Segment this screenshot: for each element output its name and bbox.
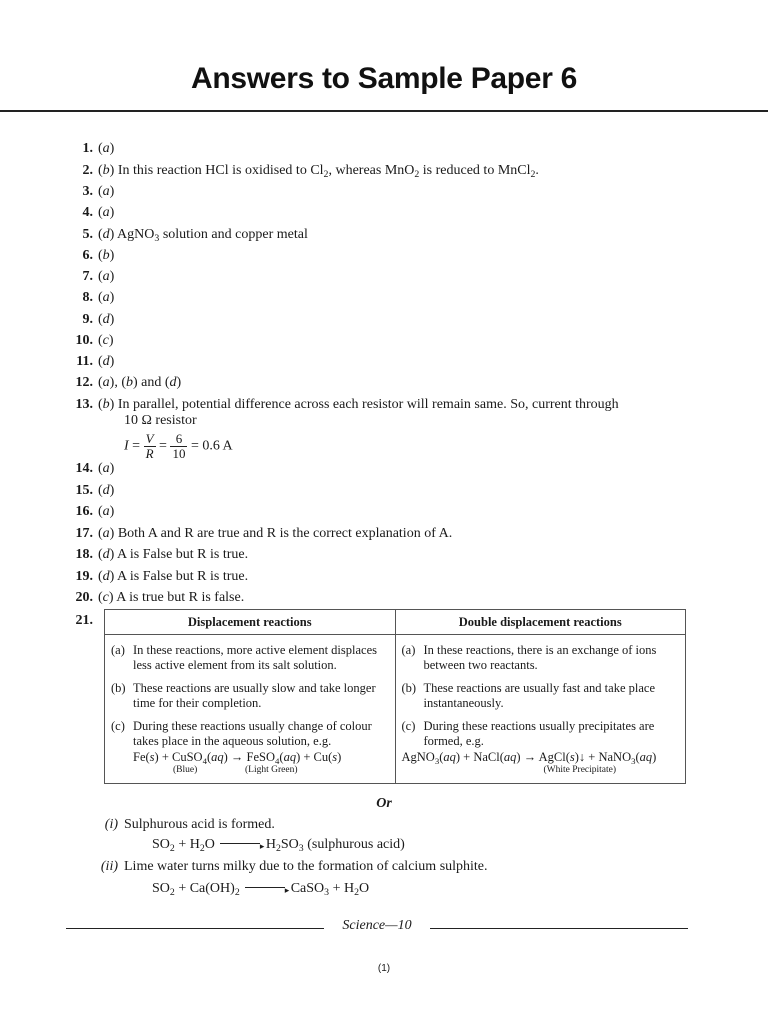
answer-text: (a) (98, 141, 115, 156)
fraction-v-over-r: $\frac{V}{R}$ (145, 431, 154, 461)
answer-number: 20. (75, 590, 93, 605)
answer-number: 3. (82, 184, 93, 199)
page-number: (1) (377, 963, 391, 974)
table-header-displacement: Displacement reactions (105, 610, 396, 635)
row-text: In these reactions, more active element displaces less active element from its salt solution. (133, 643, 377, 672)
answer-number: 15. (75, 483, 93, 498)
answer-text: (a), (b) and (d) (98, 375, 182, 390)
answer-text: (a) (98, 205, 115, 220)
answer-text: (c) A is true but R is false. (98, 590, 245, 605)
answer-text: (d) A is False but R is true. (98, 547, 249, 562)
equation-double-displacement: AgNO$_3$(aq) + NaCl(aq) → AgCl(s)↓ + NaNO$_3$(aq) (401, 750, 657, 766)
row-text: During these reactions usually precipitates are formed, e.g. (423, 719, 655, 748)
answer-number: 8. (82, 290, 93, 305)
row-label: (b) (401, 681, 417, 695)
fraction-6-over-10: $\frac{6}{10}$ (172, 431, 186, 461)
answer-number: 5. (82, 227, 93, 242)
table-row (111, 681, 389, 711)
answer-number: 4. (82, 205, 93, 220)
answer-text: (d) A is False but R is true. (98, 569, 249, 584)
answer-number: 17. (75, 526, 93, 541)
answer-text: (b) In this reaction HCl is oxidised to $Cl_2$, whereas MnO$_2$ is reduced to MnCl$_2$. (98, 163, 539, 180)
equation-annotation (133, 765, 389, 777)
page-title: Answers to Sample Paper 6 (191, 62, 577, 95)
answer-text: (c) (98, 333, 114, 348)
answer-text: (a) (98, 184, 115, 199)
formula-result: = 0.6 A (190, 438, 233, 454)
answer-number: 2. (82, 163, 93, 178)
answer-text: (a) (98, 269, 115, 284)
answer-number: 11. (76, 354, 93, 369)
answer-number: 19. (75, 569, 93, 584)
table-row (402, 643, 680, 673)
footer-divider-right (430, 928, 688, 929)
row-text: In these reactions, there is an exchange of ions between two reactants. (423, 643, 657, 672)
answer-number: 9. (82, 312, 93, 327)
row-text: These reactions are usually fast and take place instantaneously. (423, 681, 655, 710)
equation-calcium-sulphite: $SO_2 + Ca(OH)_2$ ▸ CaSO$_3$ + $H_2O$ (152, 880, 369, 898)
answer-text: (a) (98, 504, 115, 519)
row-text: During these reactions usually change of colour takes place in the aqueous solution, e.g. (133, 719, 372, 748)
q13-formula: I = $\frac{V}{R}$ = $\frac{6}{10}$ = 0.6 A (124, 431, 233, 461)
equation-sulphurous-acid: $SO_2 + H_2O$ ▸ $H_2SO_3$ (sulphurous acid) (152, 836, 405, 854)
answer-number: 18. (75, 547, 93, 562)
annotation-light-green: (Light Green) (245, 765, 298, 775)
row-label: (a) (401, 643, 416, 657)
answer-number: 21. (75, 613, 93, 628)
formula-current: I (124, 438, 129, 454)
table-row (111, 719, 389, 777)
or-item-label: (i) (104, 817, 118, 832)
annotation-blue: (Blue) (173, 765, 198, 775)
answer-number: 13. (75, 397, 93, 412)
q13-continuation: 10 Ω resistor (124, 413, 197, 428)
table-row (111, 643, 389, 673)
table-cell-double-displacement (395, 635, 686, 784)
answer-text: (a) (98, 290, 115, 305)
row-label: (a) (111, 643, 125, 657)
table-header-double-displacement: Double displacement reactions (395, 610, 686, 635)
answer-text: (a) Both A and R are true and R is the correct explanation of A. (98, 526, 453, 541)
footer-book-title: Science—10 (342, 918, 412, 933)
answer-text: (d) (98, 354, 115, 369)
equation-annotation (424, 765, 680, 777)
answer-number: 16. (75, 504, 93, 519)
arrow-icon (245, 887, 285, 888)
answer-text: (b) In parallel, potential difference across each resistor will remain same. So, current through (98, 397, 619, 412)
row-label: (c) (401, 719, 416, 733)
answer-number: 12. (75, 375, 93, 390)
or-label: Or (376, 796, 392, 811)
title-divider (0, 110, 768, 112)
answer-number: 7. (82, 269, 93, 284)
row-label: (c) (111, 719, 125, 733)
answer-text: (b) (98, 248, 115, 263)
answer-text: (d) (98, 312, 115, 327)
arrow-icon (220, 843, 260, 844)
equation-displacement: Fe(s) + CuSO$_4$(aq) → FeSO$_4$(aq) + Cu(s) (133, 750, 342, 766)
table-row (402, 719, 680, 777)
row-label: (b) (111, 681, 126, 695)
table-row (402, 681, 680, 711)
row-text: These reactions are usually slow and take longer time for their completion. (133, 681, 376, 710)
answer-number: 1. (82, 141, 93, 156)
answer-text: (a) (98, 461, 115, 476)
footer-divider-left (66, 928, 324, 929)
annotation-white-precipitate: (White Precipitate) (543, 765, 617, 775)
answer-number: 14. (75, 461, 93, 476)
or-item-label: (ii) (100, 859, 118, 874)
or-item-text: Lime water turns milky due to the formation of calcium sulphite. (124, 859, 488, 874)
table-cell-displacement (105, 635, 396, 784)
answer-number: 10. (75, 333, 93, 348)
or-item-text: Sulphurous acid is formed. (124, 817, 275, 832)
answer-number: 6. (82, 248, 93, 263)
comparison-table (104, 609, 686, 784)
answer-text: (d) (98, 483, 115, 498)
answer-text: (d) AgNO$_3$ solution and copper metal (98, 227, 308, 244)
